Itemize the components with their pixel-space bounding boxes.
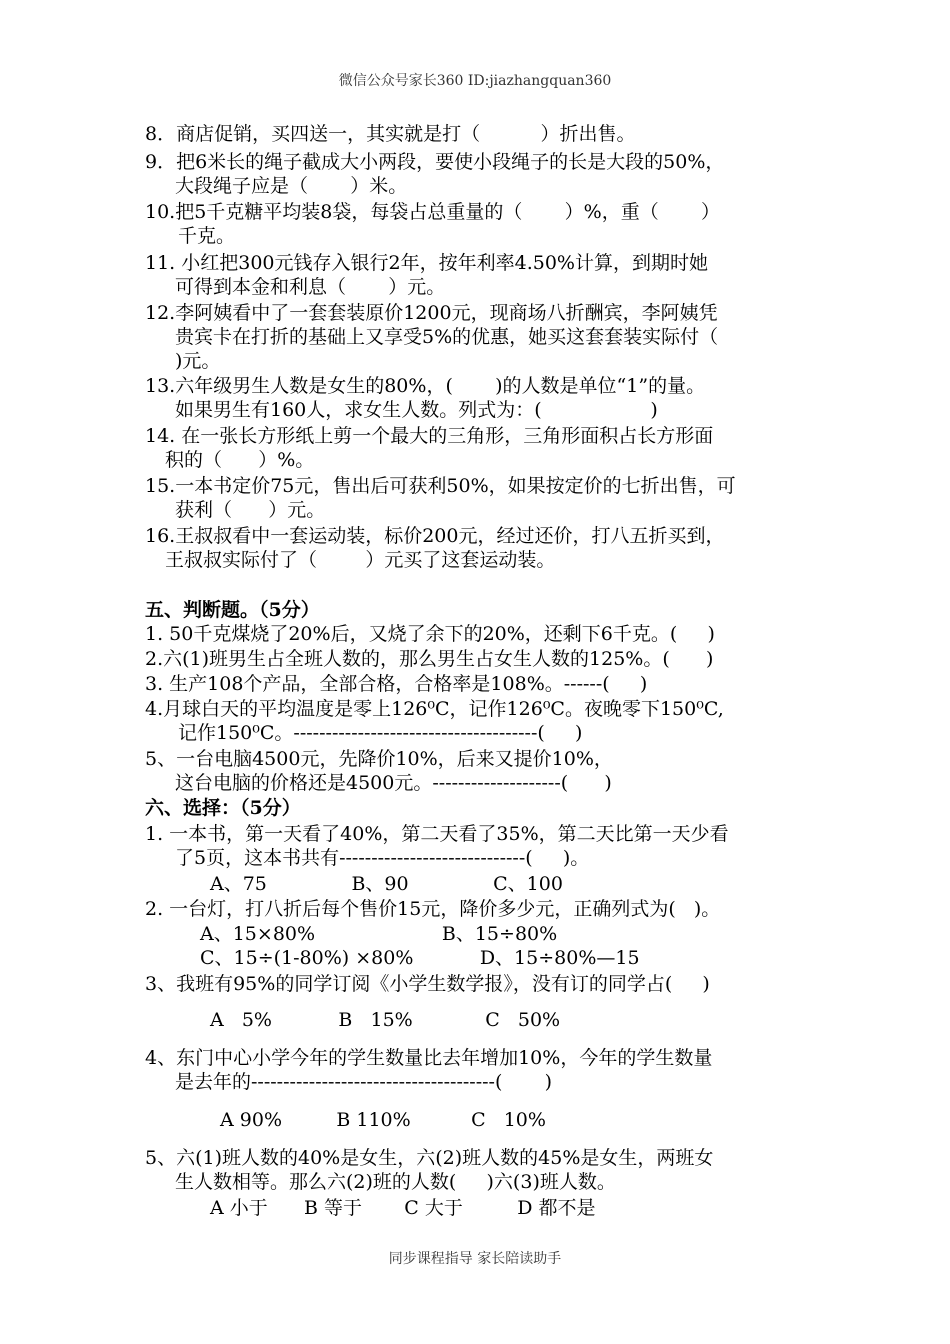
page-footer: 同步课程指导 家长陪读助手 [388, 1251, 562, 1267]
judge-item-1: 1. 50千克煤烧了20%后，又烧了余下的20%，还剩下6千克。( ) [145, 623, 715, 645]
judge-item-3: 3. 生产108个产品，全部合格，合格率是108%。------( ) [145, 673, 648, 695]
choice-4-options: A 90% B 110% C 10% [220, 1109, 546, 1131]
question-14-line-2: 积的（ ）%。 [165, 449, 315, 471]
choice-2-options-ab: A、15×80% B、15÷80% [200, 923, 558, 945]
question-9-line-1: 9．把6米长的绳子截成大小两段，要使小段绳子的长是大段的50%， [145, 151, 725, 173]
choice-2-options-cd: C、15÷(1-80%) ×80% D、15÷80%—15 [200, 947, 640, 969]
question-9-line-2: 大段绳子应是（ ）米。 [175, 175, 408, 197]
question-12-line-2: 贵宾卡在打折的基础上又享受5%的优惠，她买这套套装实际付（ [175, 326, 719, 348]
judge-item-5-line-2: 这台电脑的价格还是4500元。--------------------( ) [175, 772, 612, 794]
question-12-line-3: )元。 [175, 350, 221, 372]
judge-item-4-line-1: 4.月球白天的平均温度是零上126⁰C，记作126⁰C。夜晚零下150⁰C, [145, 698, 724, 720]
choice-4-line-1: 4、东门中心小学今年的学生数量比去年增加10%，今年的学生数量 [145, 1047, 713, 1069]
choice-1-options: A、75 B、90 C、100 [210, 873, 563, 895]
choice-5-line-1: 5、六(1)班人数的40%是女生，六(2)班人数的45%是女生，两班女 [145, 1147, 714, 1169]
question-13-line-1: 13.六年级男生人数是女生的80%，( )的人数是单位“1”的量。 [145, 375, 706, 397]
question-11-line-2: 可得到本金和利息（ ）元。 [175, 276, 446, 298]
judge-item-5-line-1: 5、一台电脑4500元，先降价10%，后来又提价10%， [145, 748, 613, 770]
question-13-line-2: 如果男生有160人，求女生人数。列式为：( ) [175, 399, 658, 421]
question-12-line-1: 12.李阿姨看中了一套套装原价1200元，现商场八折酬宾，李阿姨凭 [145, 302, 718, 324]
question-15-line-1: 15.一本书定价75元，售出后可获利50%，如果按定价的七折出售，可 [145, 475, 736, 497]
question-16-line-2: 王叔叔实际付了（ ）元买了这套运动装。 [165, 549, 556, 571]
judge-item-2: 2.六(1)班男生占全班人数的，那么男生占女生人数的125%。( ) [145, 648, 714, 670]
question-15-line-2: 获利（ ）元。 [175, 499, 326, 521]
question-11-line-1: 11. 小红把300元钱存入银行2年，按年利率4.50%计算，到期时她 [145, 252, 708, 274]
choice-2-line-1: 2. 一台灯，打八折后每个售价15元，降价多少元，正确列式为( )。 [145, 898, 721, 920]
section-6-title: 六、选择：（5分） [145, 797, 301, 819]
choice-4-line-2: 是去年的--------------------------------------( ) [175, 1071, 553, 1093]
question-16-line-1: 16.王叔叔看中一套运动装，标价200元，经过还价，打八五折买到， [145, 525, 725, 547]
question-8: 8．商店促销，买四送一，其实就是打（ ）折出售。 [145, 123, 636, 145]
choice-3-options: A 5% B 15% C 50% [210, 1009, 561, 1031]
question-14-line-1: 14. 在一张长方形纸上剪一个最大的三角形，三角形面积占长方形面 [145, 425, 714, 447]
choice-5-line-2: 生人数相等。那么六(2)班的人数( )六(3)班人数。 [175, 1171, 616, 1193]
choice-3-line-1: 3、我班有95%的同学订阅《小学生数学报》，没有订的同学占( ) [145, 973, 710, 995]
judge-item-4-line-2: 记作150⁰C。--------------------------------------( ) [178, 722, 583, 744]
question-10-line-1: 10.把5千克糖平均装8袋，每袋占总重量的（ ）%，重（ ） [145, 201, 721, 223]
page-header: 微信公众号家长360 ID:jiazhangquan360 [338, 73, 612, 89]
choice-1-line-1: 1. 一本书，第一天看了40%，第二天看了35%，第二天比第一天少看 [145, 823, 729, 845]
choice-1-line-2: 了5页，这本书共有-----------------------------( )。 [175, 847, 590, 869]
section-5-title: 五、判断题。（5分） [145, 599, 320, 621]
choice-5-options: A 小于 B 等于 C 大于 D 都不是 [210, 1197, 596, 1219]
question-10-line-2: 千克。 [178, 225, 236, 247]
